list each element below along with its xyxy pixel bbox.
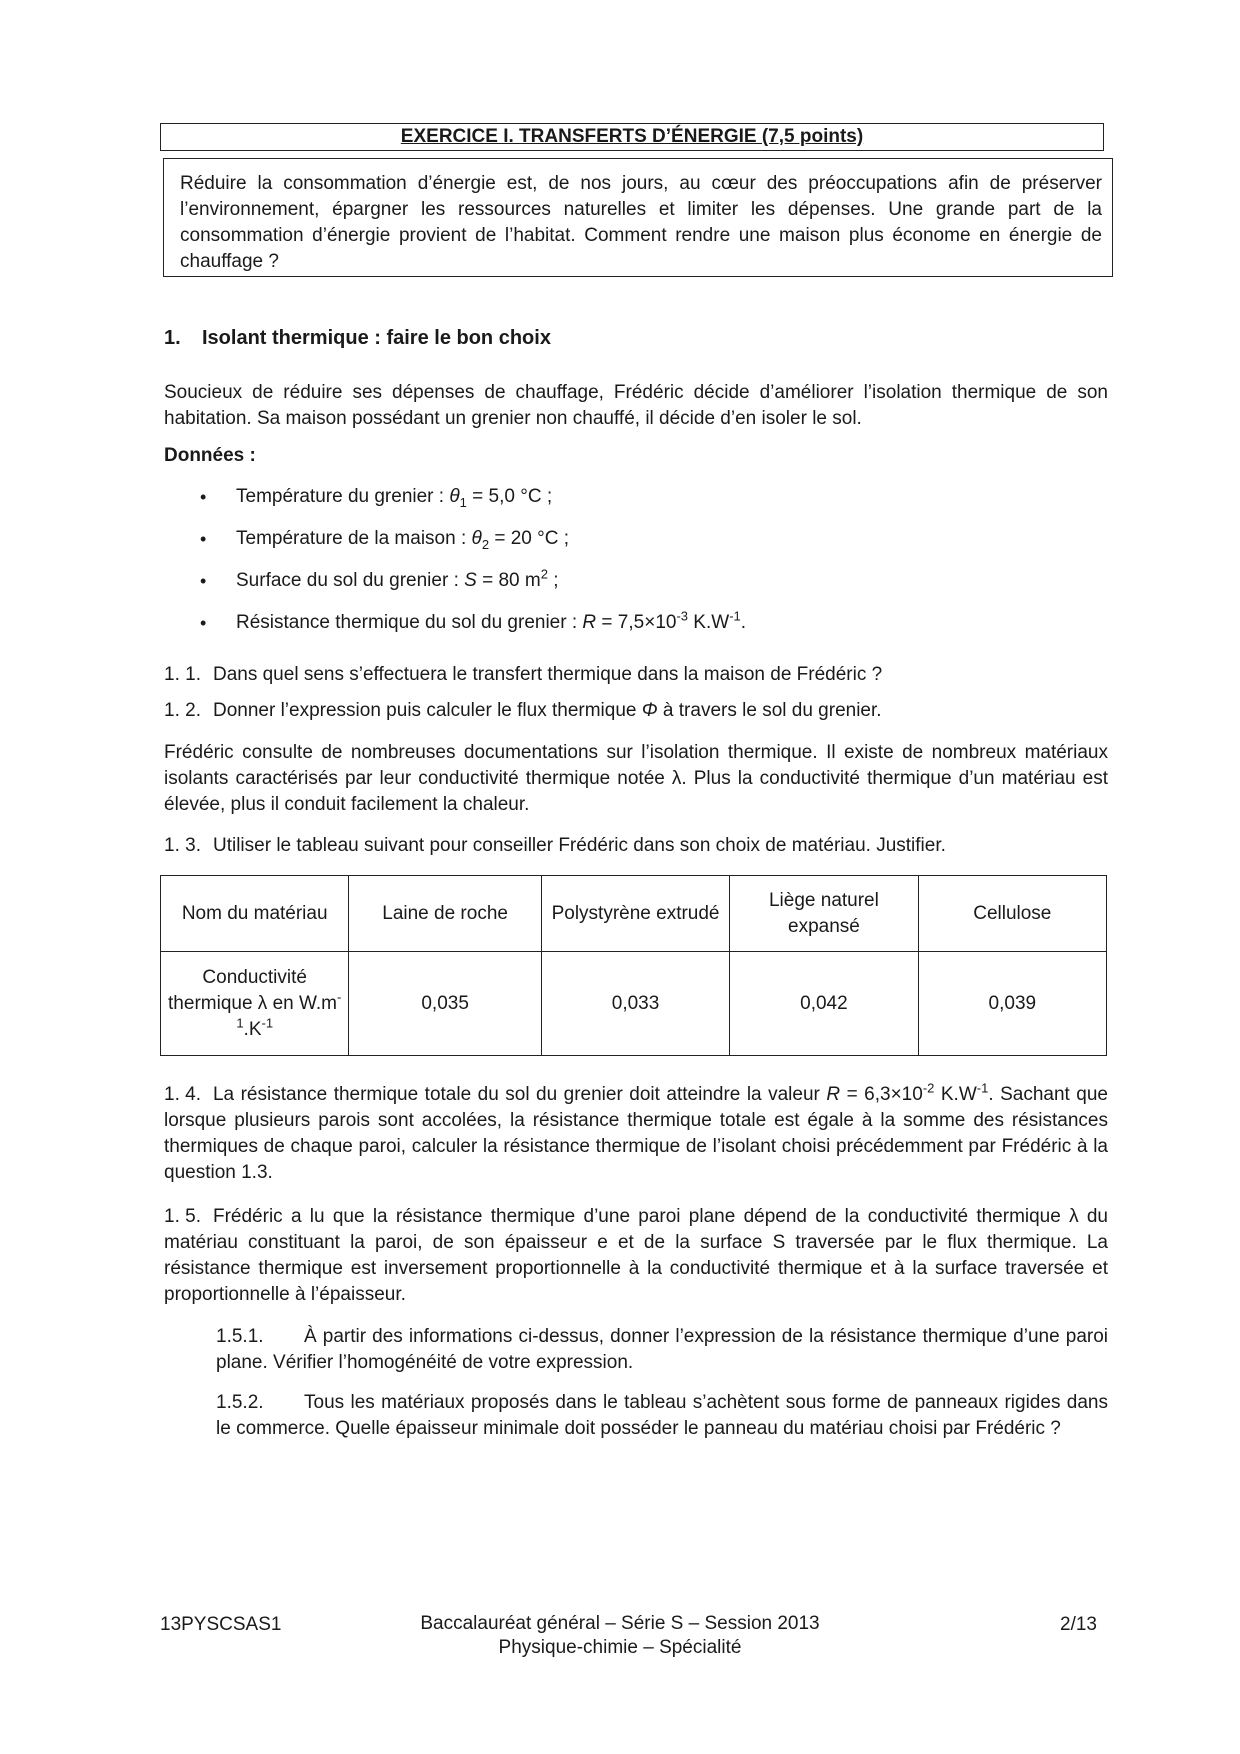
section-number: 1. — [164, 327, 181, 349]
table-value-cell: 0,042 — [730, 952, 918, 1056]
question-1-1: 1. 1. Dans quel sens s’effectuera le transfert thermique dans la maison de Frédéric ? — [164, 664, 883, 685]
table-material-cell: Cellulose — [918, 876, 1106, 952]
section-heading — [164, 325, 551, 351]
question-1-3: 1. 3. Utiliser le tableau suivant pour conseiller Frédéric dans son choix de matériau. Justifier. — [164, 835, 946, 856]
footer-subject-line: Physique-chimie – Spécialité — [498, 1637, 742, 1658]
footer-page-number: 2/13 — [1060, 1614, 1097, 1635]
table-row-label-cell: Conductivité thermique λ en $W.m^{-1}.K^{-1}$ — [161, 952, 349, 1056]
intro-box — [163, 158, 1113, 277]
data-label: Données : — [164, 445, 256, 466]
question-1-5-2: 1.5.2. Tous les matériaux proposés dans le tableau s’achètent sous forme de panneaux rigides dans le commerce. Quelle épaisseur minimale doit posséder le panneau du matériau choisi par Frédéric ? — [216, 1392, 1108, 1439]
paragraph-context: Soucieux de réduire ses dépenses de chauffage, Frédéric décide d’améliorer l’isolation thermique de son habitation. Sa maison possédant un grenier non chauffé, il décide d’en isoler le sol. — [164, 382, 1108, 429]
data-item-thermal-resistance: • Résistance thermique du sol du grenier : $R = 7,5\times 10^{-3}$ $K.W^{-1}$. — [200, 610, 746, 652]
table-value-cell: 0,039 — [918, 952, 1106, 1056]
question-1-5: 1. 5. Frédéric a lu que la résistance thermique d’une paroi plane dépend de la conductivité thermique λ du matériau constituant la paroi, de son épaisseur e et de la surface S traversée par le flux thermique. La résistance thermique est inversement proportionnelle à la conductivité thermique et à la surface traversée et proportionnelle à l’épaisseur. — [164, 1206, 1108, 1305]
table-value-cell: 0,035 — [349, 952, 541, 1056]
table-material-cell: Polystyrène extrudé — [541, 876, 729, 952]
table-material-cell: Liège naturel expansé — [730, 876, 918, 952]
data-item-attic-temperature: • Température du grenier : $\theta_1 = 5,0$ °C ; — [200, 484, 746, 526]
table-row — [161, 876, 1107, 952]
data-list — [200, 484, 746, 652]
paragraph-conductivity: Frédéric consulte de nombreuses documentations sur l’isolation thermique. Il existe de nombreux matériaux isolants caractérisés par leur conductivité thermique notée λ. Plus la conductivité thermique d’un matériau est élevée, plus il conduit facilement la chaleur. — [164, 742, 1108, 815]
table-header-cell: Nom du matériau — [161, 876, 349, 952]
materials-table — [160, 875, 1107, 1056]
section-title: Isolant thermique : faire le bon choix — [202, 327, 551, 349]
question-1-5-1: 1.5.1. À partir des informations ci-dessus, donner l’expression de la résistance thermique d’une paroi plane. Vérifier l’homogénéité de votre expression. — [216, 1326, 1108, 1373]
footer-code: 13PYSCSAS1 — [160, 1614, 282, 1635]
intro-text: Réduire la consommation d’énergie est, de nos jours, au cœur des préoccupations afin de préserver l’environnement, épargner les ressources naturelles et limiter les dépenses. Une grande part de la consommation d’énergie provient de l’habitat. Comment rendre une maison plus économe en énergie de chauffage ? — [180, 173, 1102, 272]
table-row — [161, 952, 1107, 1056]
exercise-title: EXERCICE I. TRANSFERTS D’ÉNERGIE (7,5 points) — [400, 126, 864, 147]
footer-exam-line: Baccalauréat général – Série S – Session 2013 — [420, 1613, 820, 1634]
question-1-4: 1. 4. La résistance thermique totale du sol du grenier doit atteindre la valeur $R = 6,3\times 10^{-2}$ $K.W^{-1}$. Sachant que lorsque plusieurs parois sont accolées, la résistance thermique totale est égale à la somme des résistances thermiques de chaque paroi, calculer la résistance thermique de l’isolant choisi précédemment par Frédéric à la question 1.3. — [164, 1080, 1108, 1183]
data-item-house-temperature: • Température de la maison : $\theta_2 = 20$ °C ; — [200, 526, 746, 568]
question-1-2: 1. 2. Donner l’expression puis calculer le flux thermique Φ à travers le sol du grenier. — [164, 700, 882, 721]
exercise-title-box — [160, 123, 1104, 151]
footer-center — [360, 1612, 880, 1660]
table-value-cell: 0,033 — [541, 952, 729, 1056]
table-material-cell: Laine de roche — [349, 876, 541, 952]
data-item-floor-surface: • Surface du sol du grenier : S = 80 $m^2$ ; — [200, 568, 746, 610]
